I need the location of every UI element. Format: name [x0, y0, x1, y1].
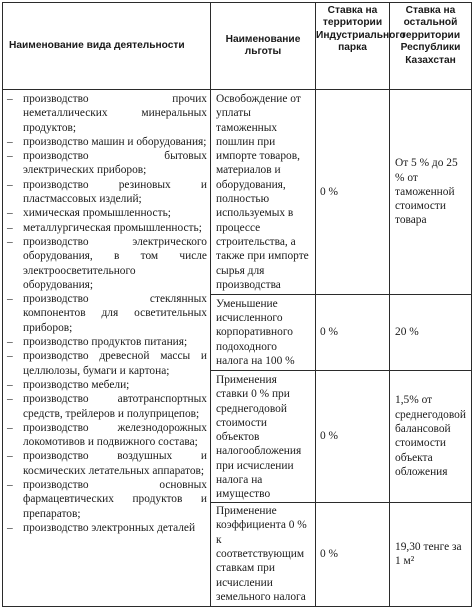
benefit-land-tax: Применение коэффициента 0 % к соответствующим ставкам при исчислении земельного налога: [211, 502, 316, 606]
list-item: – производство бытовых электрических приборов;: [7, 150, 207, 177]
list-item: – производство продуктов питания;: [7, 336, 188, 349]
list-item: – производство прочих неметаллических минеральных продуктов;: [7, 93, 207, 134]
other-rate-property-tax: 1,5% от среднегодовой балансовой стоимости объекта обложения: [390, 371, 472, 503]
list-item: – производство стеклянных компонентов для осветительных приборов;: [7, 293, 207, 334]
activities-list: [7, 92, 207, 535]
list-item: – производство резиновых и пластмассовых изделий;: [7, 178, 207, 206]
park-rate-land-tax: 0 %: [316, 502, 390, 606]
document-page: [2, 2, 471, 603]
list-item: – металлургическая промышленность;: [7, 221, 202, 234]
list-item: – производство мебели;: [7, 378, 130, 391]
header-benefit: Наименование льготы: [211, 3, 316, 90]
park-rate-customs: 0 %: [316, 90, 390, 295]
other-rate-corporate-tax: 20 %: [390, 295, 472, 371]
list-item: – производство железнодорожных локомотивов и подвижного состава;: [7, 421, 207, 449]
other-rate-customs: От 5 % до 25 % от таможенной стоимости товара: [390, 90, 472, 295]
list-item: – химическая промышленность;: [7, 207, 171, 220]
benefit-customs-exemption: Освобождение от уплаты таможенных пошлин при импорте товаров, материалов и оборудования, полностью используемых в процессе строительства, а также при импорте сырья для производства: [211, 90, 316, 295]
benefit-corporate-tax: Уменьшение исчисленного корпоративного подоходного налога на 100 %: [211, 295, 316, 371]
header-row: [3, 3, 472, 90]
list-item: – производство электронных деталей: [7, 521, 196, 534]
list-item: – производство основных фармацевтических продуктов и препаратов;: [7, 479, 207, 520]
benefit-property-tax: Применения ставки 0 % при среднегодовой стоимости объектов налогообложения при исчислении налога на имущество: [211, 371, 316, 503]
list-item: – производство автотранспортных средств, трейлеров и полуприцепов;: [7, 393, 207, 420]
park-rate-property-tax: 0 %: [316, 371, 390, 503]
table-row: [3, 90, 472, 295]
benefits-table: [2, 2, 472, 607]
header-other-rate: Ставка на остальной территории Республики Казахстан: [390, 3, 472, 90]
list-item: – производство древесной массы и целлюлозы, бумаги и картона;: [7, 350, 207, 377]
list-item: – производство машин и оборудования;: [7, 135, 207, 148]
header-industrial-park-rate: Ставка на территории Индустриального парка: [316, 3, 390, 90]
header-activity: Наименование вида деятельности: [3, 3, 211, 90]
list-item: – производство воздушных и космических летательных аппаратов;: [7, 450, 207, 477]
park-rate-corporate-tax: 0 %: [316, 295, 390, 371]
activities-cell: [3, 90, 211, 607]
other-rate-land-tax: 19,30 тенге за 1 м²: [390, 502, 472, 606]
list-item: – производство электрического оборудования, в том числе электроосветительного оборудования;: [7, 235, 207, 291]
